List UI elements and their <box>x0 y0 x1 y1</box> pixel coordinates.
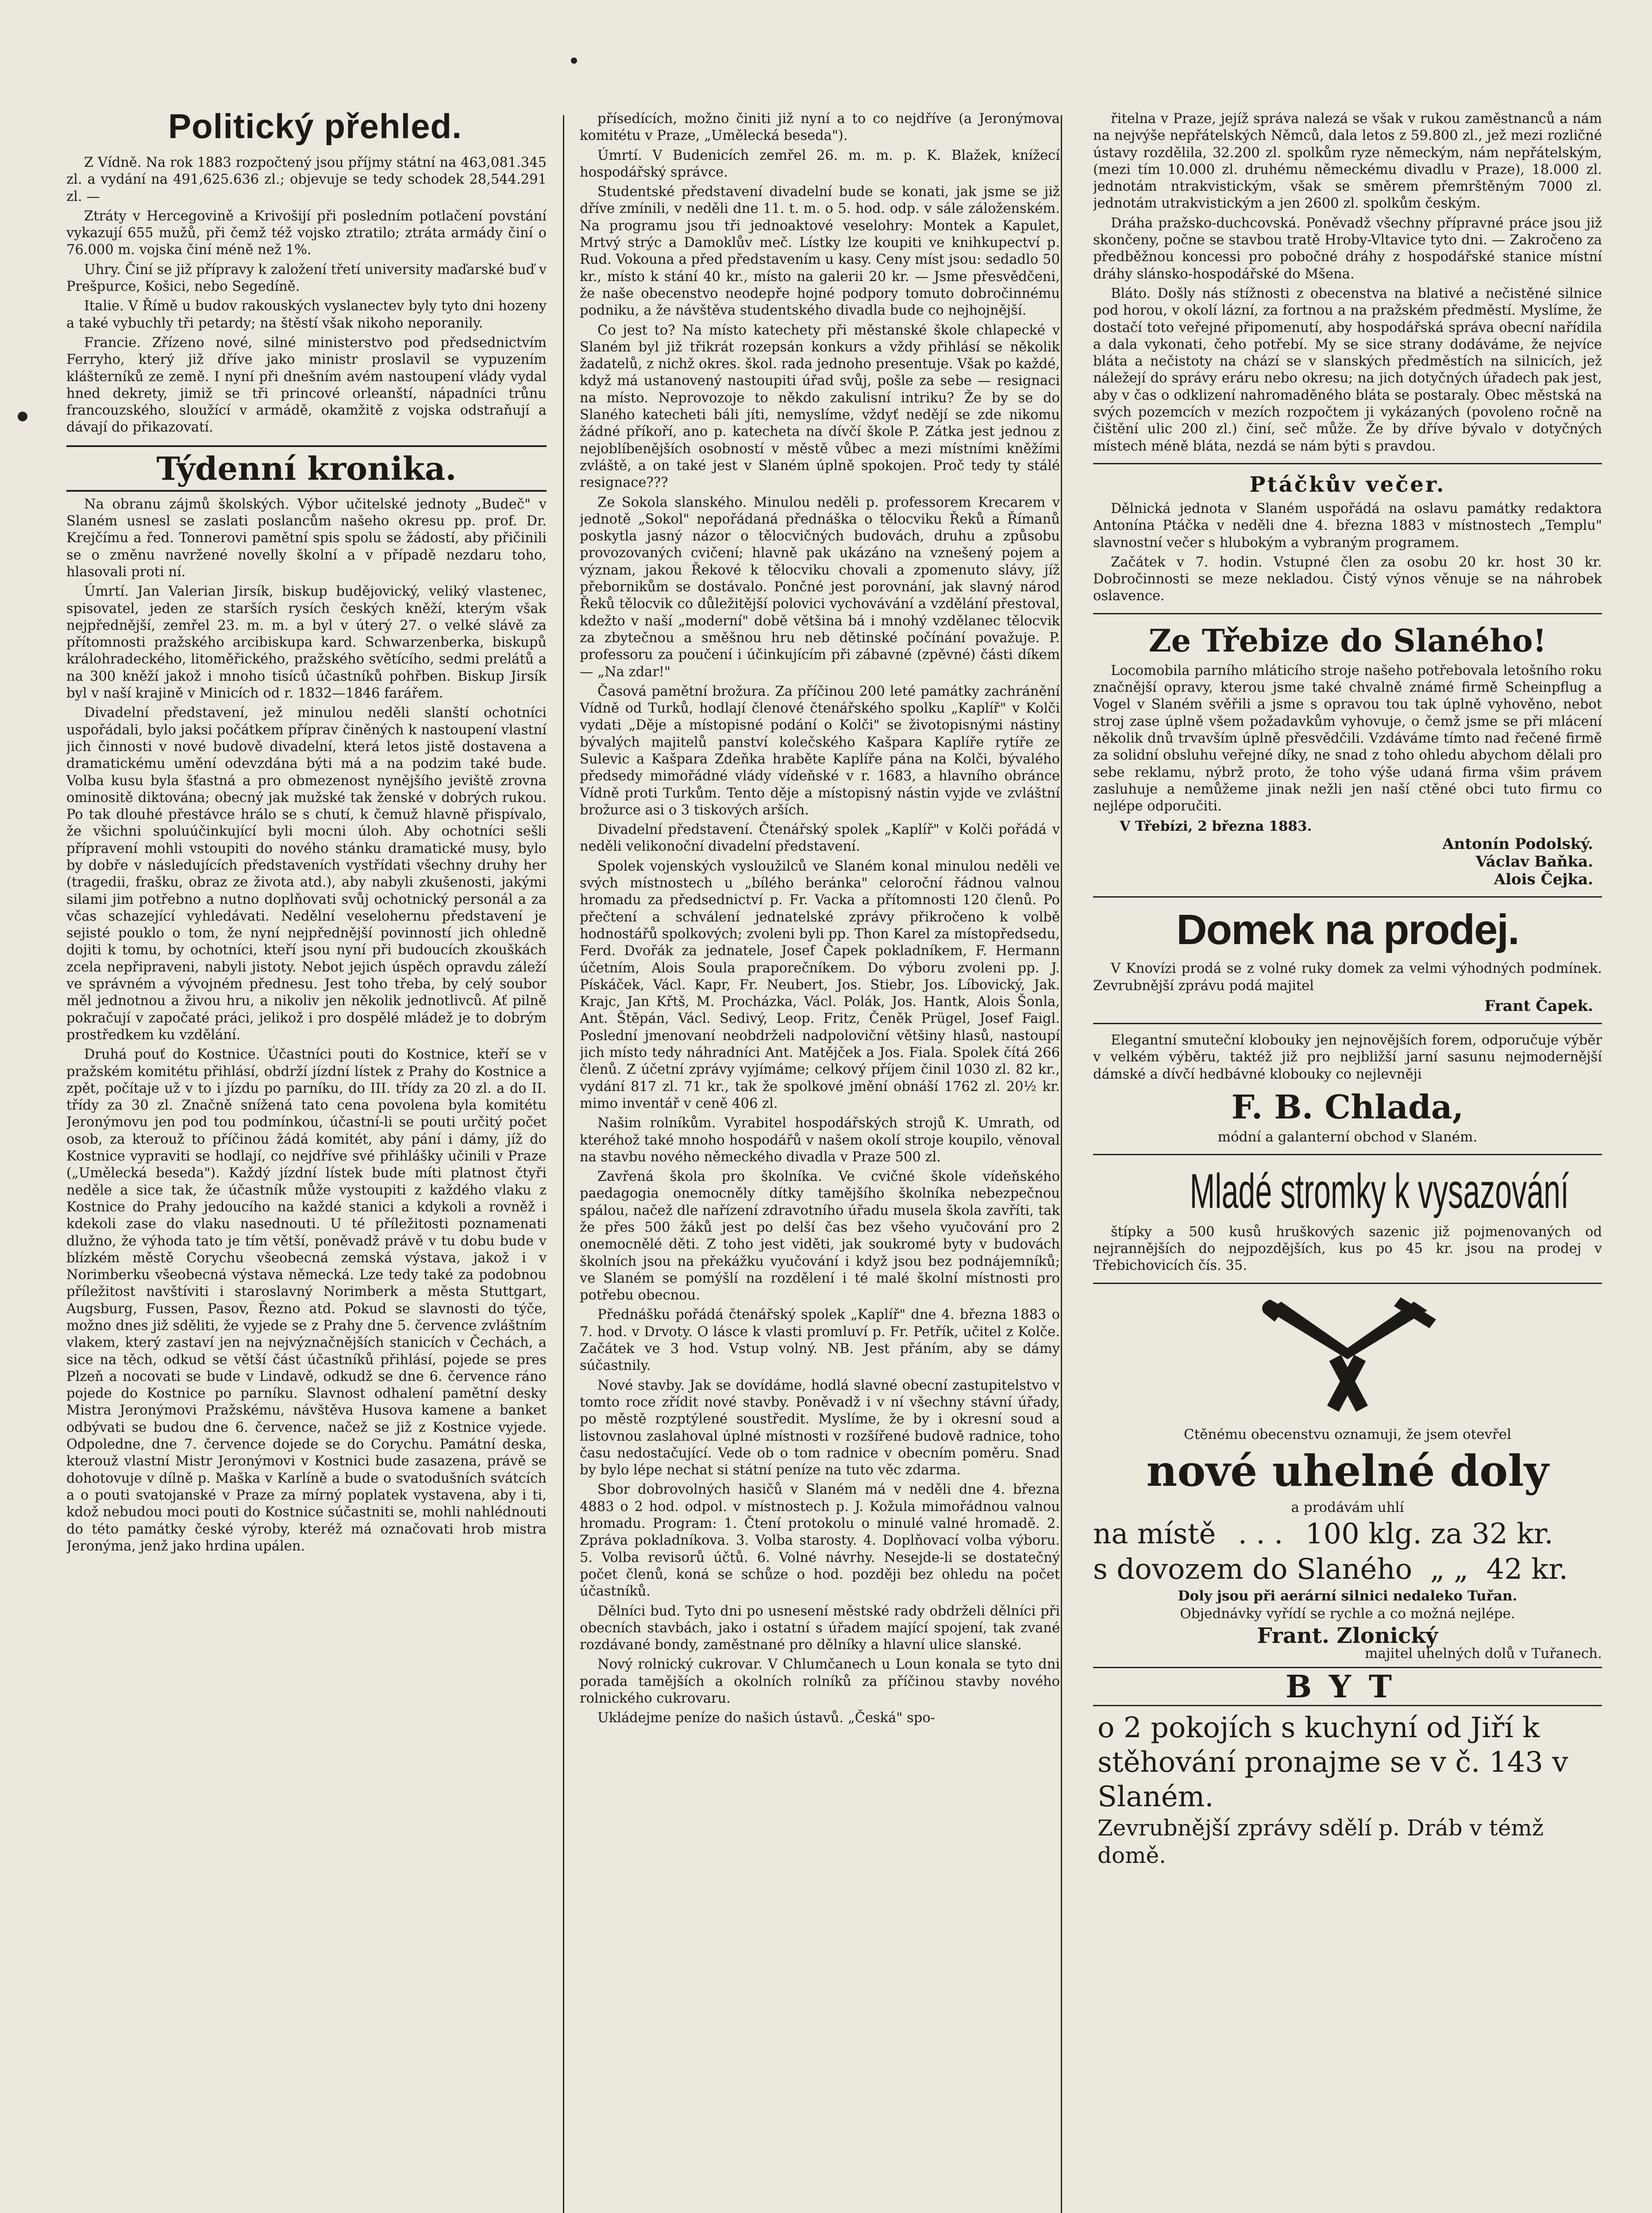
news-paragraph: Ztráty v Hercegovině a Krivošijí při posledním potlačení povstání vykazují 655 mužů, při čemž též vojsko ztratilo; ztráta armády činí o 76.000 m. vojska činí méně než 1%. <box>66 208 547 258</box>
ad-doly-location: Doly jsou při aerární silnici nedaleko Tuřan. <box>1178 1588 1517 1604</box>
ad-domek <box>1093 906 1602 1015</box>
column-local-news <box>580 93 1060 2213</box>
ink-speck <box>18 412 27 421</box>
ad-domek-text: V Knovízi prodá se z volné ruky domek za velmi výhodných podmínek. Zevrubnější zprávu podá majitel <box>1093 961 1602 994</box>
price-value-delivery: 42 kr. <box>1486 1553 1568 1586</box>
local-news-paragraph: Spolek vojenských vysloužilců ve Slaném konal minulou neděli ve svých místnostech u „bílého beránka" celoroční řádnou valnou hromadu za předsednictví p. Fr. Vacka a přítomnosti 120 členů. Po přečtení a schválení jednatelské zprávy přikročeno k volbě hodnostářů spolkových; zvoleni byli pp. Thon Karel za místopředsedu, Ferd. Dvořák za jednatele, Josef Čapek pokladníkem, F. Hermann účetním, Alois Soula praporečníkem. Do výboru zvoleni pp. J. Pískáček, Václ. Kapr, Fr. Neubert, Jos. Stiebr, Jos. Líbovický, Jak. Krajc, Jan Křtš, M. Procházka, Václ. Polák, Jos. Hantk, Alois Šonla, Ant. Štěpán, Václ. Sedivý, Leop. Fritz, Čeněk Prügel, Josef Faigl. Poslední jmenovaní neobdrželi nadpoloviční většiny hlasů, nastoupí jich místo tedy náhradníci Ant. Matějček a Jos. Fiala. Spolek čítá 266 členů. Z účetní zprávy vyjímáme; celkový příjem činil 1030 zl. 82 kr., vydání 817 zl. 71 kr., tak že spolkové jmění obnáší 1762 zl. 20½ kr. mimo inventář v ceně 406 zl. <box>580 858 1060 1111</box>
section-heading-politics: Politický přehled. <box>168 107 462 146</box>
news-paragraph: řitelna v Praze, jejíž správa nalezá se však v rukou zaměstnanců a nám na nejvýše nepřátelských Němců, dala letos z 59.800 zl., jež mezi rozličné ústavy rozdělila, 32.200 zl. spolkům ryze německým, nám nepřátelským, (mezi tím 10.000 zl. druhému německému divadlu v Praze), 18.000 zl. jednotám ntrakvistickým, však se směrem přemrštěným 7000 zl. jednotám utrakvistickým a jen 2600 zl. spolkům českým. <box>1093 111 1602 212</box>
divider <box>1093 613 1602 614</box>
ad-trebize-signer-2: Václav Baňka. <box>1475 853 1593 871</box>
divider <box>1093 896 1602 898</box>
ad-stromky-text: štípky a 500 kusů hruškových sazenic již pojmenovaných od nejrannějších do nejpozdějších, kus po 45 kr. jsou na prodej v Třebichovicích čís. 35. <box>1093 1224 1602 1274</box>
ad-ptackuv-text: Dělnická jednota v Slaném uspořádá na oslavu památky redaktora Antonína Ptáčka v neděli dne 4. března 1883 v místnostech „Templu" slavnostní večer s hlubokým a vybraným programem. <box>1093 501 1602 551</box>
divider <box>1093 463 1602 464</box>
ad-doly-sub: a prodávám uhlí <box>1291 1499 1404 1515</box>
ad-stromky <box>1093 1163 1602 1275</box>
local-news-paragraph: Co jest to? Na místo katechety při městanské škole chlapecké v Slaném byl již třikrát rozepsán konkurs a vždy přihlásí se několik žadatelů, z nichž okres. škol. rada jednoho presentuje. Však po každé, když má ustanovený nastoupiti úřad svůj, pošle za sebe — resignaci na místo. Neprovozoje to někdo zakulisní intriku? Že by se do Slaného katecheti báli jíti, nemyslíme, vždyť nedějí se zde nikomu žádné příkoří, ano p. katecheta na dívčí škole P. Zátka jest jednou z nejoblíbenějších osobností v městě vůbec a mezi místními kněžími zvláště, a on také jest v Slaném úplně spokojen. Proč tedy ty stálé resignace??? <box>580 322 1060 491</box>
divider <box>1093 1283 1602 1284</box>
news-paragraph: Bláto. Došly nás stížnosti z obecenstva na blativé a nečistěné silnice pod horou, v okolí lázní, za fortnou a na pražském předměstí. Myslíme, že dostačí toto veřejné připomenutí, aby hospodářská správa obecní nařídila a dala vykonati, čeho potřebí. My se sice strany dodáváme, že nejvíce bláta a nečistoty na chází se v slanských předměstích na silnicích, jež náležejí do správy eráru nebo okresu; na jich dotyčných úřadech pak jest, aby v čas o odklizení nahromaděného bláta se postaraly. Obec městská na svých pozemcích v mezích rozpočtem ji vykázaných (povoleno ročně na čištění ulic 200 zl.) činí, seč může. Že by dříve bývalo v dotyčných místech méně bláta, nezdá se nám býti s pravdou. <box>1093 285 1602 454</box>
local-news-paragraph: Divadelní představení. Čtenářský spolek „Kaplíř" v Kolči pořádá v neděli velikonoční divadelní představení. <box>580 822 1060 855</box>
local-news-paragraph: Úmrtí. V Budenicích zemřel 26. m. m. p. K. Blažek, knížecí hospodářský správce. <box>580 147 1060 180</box>
news-paragraph: Francie. Zřízeno nové, silné ministerstvo pod předsednictvím Ferryho, který již dříve jako ministr proslavil se vypuzením klášterníků ze země. I nyní při dnešním avém nastoupení vlády vydal hned dekrety, jimiž se tři princové orleanští, nápadníci trůnu francouzského, sloužící v armádě, okamžitě z vojska odstraňují a dávají do přikazovatí. <box>66 335 547 436</box>
ad-doly-heading: nové uhelné doly <box>1146 1446 1549 1496</box>
ad-trebize-signer-1: Antonín Podolský. <box>1442 835 1593 853</box>
ad-chlada-text: Elegantní smuteční klobouky jen nejnovějších forem, odporučuje výběr v velkém výběru, taktéž již pro nejbližší jarní sasunu nejmodernější dámské a dívčí hedbávné klobouky co nejlevněji <box>1093 1032 1602 1082</box>
newspaper-page <box>66 93 1602 2213</box>
local-news-paragraph: Ukládejme peníze do našich ústavů. „Česká" spo- <box>597 1710 935 1726</box>
section-heading-kronika: Týdenní kronika. <box>66 445 547 492</box>
local-news-paragraph: Studentské představení divadelní bude se konati, jak jsme se již dříve zmínili, v neděli dne 11. t. m. o 5. hod. odp. v sále záloženském. Na programu jsou tři jednoaktové veselohry: Montek a Kapulet, Mrtvý strýc a Damoklův meč. Lístky lze koupiti ve knihkupectví p. Rud. Vokouna a před představením u kasy. Ceny míst jsou: sedadlo 50 kr., místo k stání 40 kr., místo na galerii 20 kr. — Jsme přesvědčeni, že naše obecenstvo neodepře hojné podpory tomuto dobročinnému podniku, a že návštěva studentského divadla bude co nejhojnější. <box>580 184 1060 319</box>
ad-doly-orders: Objednávky vyřídí se rychle a co možná nejlépe. <box>1180 1605 1515 1622</box>
ad-byt-footer: Zevrubnější zprávy sdělí p. Dráb v témž domě. <box>1097 1815 1544 1868</box>
local-news-paragraph: Zavřená škola pro školníka. Ve cvičné škole vídeňského paedagogia onemocněly dítky tamějšího školníka nebezpečnou spálou, načež dle nařízení zdravotního úřadu musela škola zavříti, tak že přes 500 žáků jest po delší čas bez všeho vyučování pro 2 onemocnělé děti. Z toho jest viděti, jak soukromé byty v budovách školních jsou na překážku vyučování i když jsou bez podnájemníků; ve Slaném se pomýšlí na rozdělení i té malé školní místnosti pro potřebu obecnou. <box>580 1169 1060 1303</box>
ad-trebize <box>1093 622 1602 889</box>
column-rule <box>1061 115 1062 2213</box>
local-news-paragraph: Dělníci bud. Tyto dni po usnesení městské rady obdrželi dělníci při obecních stavbách, jako i ostatní s úřadem mající spojení, tak zvané rozdávané bondy, zaměstnané pro dělníky a hlavní ulice slanské. <box>580 1603 1060 1653</box>
ad-ptackuv-vecer <box>1093 472 1602 605</box>
ad-trebize-signer-3: Alois Čejka. <box>1494 871 1593 889</box>
local-news-paragraph: Sbor dobrovolných hasičů v Slaném má v neděli dne 4. března 4883 o 2 hod. odpol. v místnostech p. J. Kožula mimořádnou valnou hromadu. Program: 1. Čtení protokolu o minulé valné hromadě. 2. Zpráva pokladníkova. 3. Volba starosty. 4. Doplňovací volba výboru. 5. Volba revisorů účtů. 6. Volné návrhy. Nesejde-li se dostatečný počet členů, koná se schůze o hod. později bez ohledu na počet účastníků. <box>580 1482 1060 1600</box>
price-label-delivery: s dovozem do Slaného <box>1093 1553 1413 1586</box>
price-value-onsite: 100 klg. za 32 kr. <box>1305 1517 1553 1550</box>
news-paragraph: Uhry. Činí se již přípravy k založení třetí university maďarské buď v Prešpurce, Košici, nebo Segedíně. <box>66 262 547 295</box>
local-news-paragraph: přísedících, možno činiti již nyní a to co nejdříve (a Jeronýmova komitétu v Praze, „Umělecká beseda"). <box>580 111 1060 144</box>
ad-domek-owner: Frant Čapek. <box>1484 997 1593 1015</box>
local-news-paragraph: Nové stavby. Jak se dovídáme, hodlá slavné obecní zastupitelstvo v tomto roce zřídit nové stavby. Poněvadž i v ní všechny stávní úřady, po městě rozptýlené soustředit. Myslíme, že by i okresní soud a listovnou zaslahoval úplné místnosti v rozšířené budově radnice, toho času nedostačující. Vede ob o tom radnice v obecním poměru. Snad by bylo lépe nechat si státní peníze na tuto věc zdarma. <box>580 1377 1060 1478</box>
local-news-paragraph: Ze Sokola slanského. Minulou neděli p. professorem Krecarem v jednotě „Sokol" nepořádaná přednáška o tělocviku Řeků a Římanů poskytla jasný názor o tělocvičných budovách, druhu a způsobu provozovaných cvičení; hlavně pak ukázáno na vznešený pojem a význam, jakou Řekové k tělocviku chovali a zpomenuto slávy, jíž přebornikům se dostávalo. Pončné jest porovnání, jak slavný národ Řeků tělocvik co důležitější polovici vychovávání a vzdělání přestoval, kdežto v naší „moderní" době většina bá i mnohý vzdělanec tělocvik za zbytečnou a směšnou hru neb dětinské počínání považuje. P. professoru za poučení i účinkujícím při zábavné (zpěvné) části díkem — „Na zdar!" <box>580 494 1060 680</box>
local-news-paragraph: Přednášku pořádá čtenářský spolek „Kaplíř" dne 4. března 1883 o 7. hod. v Drvoty. O lásce k vlasti promluví p. Fr. Petřík, učitel z Kolče. Začátek ve 3 hod. Vstup volný. NB. Jest přáním, aby se dámy súčastnily. <box>580 1307 1060 1374</box>
news-paragraph: Dráha pražsko-duchcovská. Poněvadž všechny přípravné práce jsou již skončeny, počne se stavbou tratě Hroby-Vltavice tyto dni. — Zakročeno za předběžnou koncessi pro pobočné dráhy z hospodářské stanice místní dráhy slánsko-hospodářské do Mšena. <box>1093 215 1602 282</box>
kronika-paragraph: Druhá pouť do Kostnice. Účastníci pouti do Kostnice, kteří se v pražském komitétu přihlásí, obdrží jízdní lístek z Prahy do Kostnice a zpět, počítaje už v to i jízdu po parníku, do III. třídy za 20 zl. a do II. třídy za 30 zl. Značně snížená tato cena povolena byla komitétu Jeronýmovu jen pod tou podmínkou, účastní-li se pouti určitý počet osob, za kterouž to příčinou žádá komitét, aby pání i dámy, jíž do Kostnice vypraviti se hodlají, co nejdříve své přihlášky učinili v Praze („Umělecká beseda"). Každý jízdní lístek bude míti platnost čtyři neděle a sice tak, že účastník může vystoupiti z každého vlaku z Kostnice do Prahy jedoucího na každé stanici a kdykoli a rovněž i kdekoli zase do vlaku nasednouti. U té příležitosti poznamenati dlužno, že výhoda tato je tím větší, poněvadž právě v tu dobu bude v blízkém městě Corychu všeobecná zemská výstava, jakož i v Norimberku všeobecná výstava německá. Lze tedy také za podobnou příležitost navštíviti i staroslavný Norimberk a města Stuttgart, Augsburg, Fussen, Pasov, Řezno atd. Pokud se slavnosti do týče, možno dnes již sděliti, že vyjede se z Prahy dne 5. července zvláštním vlakem, který zastaví jen na nejvýznačnějších stanicích v Čechách, a sice na těch, odkud se větší část účastníků přihlásí, pojede se pres Plzeň a nocovati se bude v Lindavě, odkudž se dne 6. července ráno pojede do Kostnice po parníku. Slavnost odhalení pamětní desky Mistra Jeronýmovi Pražskému, návštěva Husova kamene a banket odbývati se budou dne 6. července, načež se již z Kostnice vyjede. Odpoledne, dne 7. července dojede se do Corychu. Památní deska, kterouž vlastní Mistr Jeronýmovi v Kostnici bude zasazena, právě se dohotovuje v dílně p. Maška v Karlíně a bude o svatodušních svátcích a o pouti svatojanské v Praze za mírný poplatek vystavena, aby i ti, kdož nebudou moci pouti do Kostnice súčastniti se, mohli nahlédnouti do této památky české výroby, kteréž má označovati hrob mistra Jeronýma, jenž jako hrdina upálen. <box>66 1047 547 1554</box>
ad-trebize-date: V Třebízi, 2 března 1883. <box>1120 818 1312 835</box>
ad-trebize-text: Locomobila parního mláticího stroje našeho potřebovala letošního roku značnější opravy, kterou jsme také chvalně známé firmě Scheinpflug a Vogel v Slaném svěřili a jsme s opravou tou tak úplně vyhověno, nebot stroj zase úplně všem požadavkům vyhovuje, o čemž jsme se při mlácení několik dnů trvavším úplně přesvědčili. Vzdáváme tímto nad řečené firmě za solidní obsluhu veřejné díky, ne snad z toho ohledu abychom dělali pro sebe reklamu, nýbrž proto, že toho výše udaná firma všim právem zasluhuje a nemůžeme jinak nežli jen naší ctěné obci tuto firmu co nejlépe odporučiti. <box>1093 663 1602 814</box>
news-paragraph: Z Vídně. Na rok 1883 rozpočtený jsou příjmy státní na 463,081.345 zl. a vydání na 491,625.636 zl.; objevuje se tedy schodek 28,544.291 zl. — <box>66 155 547 204</box>
kronika-paragraph: Na obranu zájmů školských. Výbor učitelské jednoty „Budeč" v Slaném usnesl se zaslati poslancům našeho okresu pp. prof. Dr. Krejčímu a řed. Tonnerovi pamětní spis spolu se žádostí, aby přičinili se o změnu navržené novelly školní a v případě nezdaru toho, hlasovali proti ní. <box>66 496 547 580</box>
price-dots: „ „ <box>1430 1553 1469 1586</box>
column-politics <box>66 93 547 2213</box>
ad-doly-intro: Ctěnému obecenstvu oznamuji, že jsem otevřel <box>1183 1426 1512 1442</box>
column-rule <box>563 115 564 2213</box>
ad-ptackuv-heading: Ptáčkův večer. <box>1249 472 1446 497</box>
ad-trebize-heading: Ze Třebize do Slaného! <box>1148 622 1547 659</box>
local-news-paragraph: Časová pamětní brožura. Za příčinou 200 leté památky zachránění Vídně od Turků, hodlají členové čtenářského spolku „Kaplíř" v Kolči vydati „Děje a místopisné podání o Kolči" se životopisnými nástiny bývalých majitelů panství kolečského Kašpara Kaplíře rytíře ze Sulevic a Kašpara Zdeňka hraběte Kaplíře pána na Kolči, bývalého předsedy mimořádné vlády vídeňské v r. 1683, a hlavního obránce Vídně proti Turkům. Tento děje a místopisný nástin vyjde ve zvláštní brožurce asi o 3 tiskových arších. <box>580 683 1060 818</box>
column-ads <box>1093 93 1602 2213</box>
ad-chlada-name: F. B. Chlada, <box>1231 1088 1464 1126</box>
ad-chlada-sub: módní a galanterní obchod v Slaném. <box>1217 1129 1478 1145</box>
ad-doly-owner-sub: majitel uhelných dolů v Tuřanech. <box>1365 1645 1602 1662</box>
ad-doly-price-2 <box>1093 1552 1602 1587</box>
ink-speck <box>571 58 577 64</box>
ad-ptackuv-text: Začátek v 7. hodin. Vstupné člen za osobu 20 kr. host 30 kr. Dobročinnosti se meze nekladou. Čistý výnos věnuje se na náhrobek oslavence. <box>1093 554 1602 604</box>
divider <box>1093 1154 1602 1155</box>
ad-stromky-heading: Mladé stromky k vysazování <box>1190 1164 1569 1218</box>
kronika-paragraph: Úmrtí. Jan Valerian Jirsík, biskup budějovický, veliký vlastenec, spisovatel, jeden ze starších rysích českých kněží, kterým však nejpřednější, zemřel 23. m. m. a byl v úterý 27. o velké slávě za přítomnosti pražského arcibiskupa kard. Schwarzenberka, biskupů králohradeckého, litoměřického, pražského světícího, sedmi prelátů a na 300 kněží jakož i mnoho tisíců účastníků pohřben. Biskup Jirsík byl v naší krajině v Minicích od r. 1832—1846 farářem. <box>66 584 547 702</box>
ad-domek-heading: Domek na prodej. <box>1176 906 1519 954</box>
price-dots: . . . <box>1238 1517 1283 1550</box>
ad-doly-owner: Frant. Zlonický <box>1257 1623 1438 1648</box>
ad-doly <box>1093 1293 1602 1662</box>
ad-byt-text: o 2 pokojích s kuchyní od Jiří k stěhování pronajme se v č. 143 v Slaném. <box>1097 1711 1568 1813</box>
ad-byt <box>1093 1667 1602 1869</box>
kronika-paragraph: Divadelní představení, jež minulou neděli slanští ochotníci uspořádali, bylo jaksi počátkem příprav činěných k nastoupení vlastní jich činnosti v nové budově divadelní, která letos jistě dostavena a dramatickému umění odevzdána býti má a na podzim také bude. Volba kusu byla šťastná a pro obmezenost nynějšího jeviště zrovna ominositě diktována; obecný jak mužské tak ženské v dobrých rukou. Po tak dlouhé přestávce hrálo se s chutí, k čemuž hlavně přispívalo, že všichni spoluúčinkující byli mocni úloh. Aby ochotníci sešli přípravení mohli vstoupiti do nového stánku dramatické musy, bylo by dobře v následujících představeních vystřídati všechny druhy her (tragedii, frašku, obraz ze života atd.), aby nabyli zkušenosti, jakými silami jim potřebno a nutno doplňovati svůj ochotnický personál a za včas schazející vyhledávati. Nedělní veselohernu představení je sejisté pouklo o tom, že nyní nejpřednější povinností jich ohledně dojiti k tomu, by ochotníci, kteří jsou nyní při budoucích zkouškách zcela nepřipraveni, nabyli jistoty. Nebot jejich úspěch opravdu záleží ve správném a vývojném přednesu. Jest toho třeba, by celý soubor měl jednotnou a živou hru, a nikoliv jen několik jednotlivců. Ať pilně pokračují v započaté práci, jelikož i pro dospělé mládež je to dobrým prostředkem ku vzdělání. <box>66 705 547 1043</box>
news-paragraph: Italie. V Římě u budov rakouských vyslanectev byly tyto dni hozeny a také vybuchly tři petardy; na štěstí však nikoho neporanily. <box>66 298 547 331</box>
local-news-paragraph: Nový rolnický cukrovar. V Chlumčanech u Loun konala se tyto dni porada tamějších a okolních rolníků za příčinou stavby nového rolnického cukrovaru. <box>580 1657 1060 1707</box>
divider <box>1093 1023 1602 1024</box>
ad-chlada <box>1093 1032 1602 1146</box>
local-news-paragraph: Našim rolníkům. Vyrabitel hospodářských strojů K. Umrath, od kteréhož také mnoho hospodářů v našem okolí stroje koupilo, věnoval na stavbu nového německého divadla v Praze 500 zl. <box>580 1115 1060 1165</box>
ad-byt-heading: BYT <box>1093 1667 1602 1706</box>
hammer-pick-icon <box>1255 1293 1440 1417</box>
price-label-onsite: na místě <box>1093 1517 1216 1550</box>
ad-doly-price-1 <box>1093 1516 1602 1552</box>
